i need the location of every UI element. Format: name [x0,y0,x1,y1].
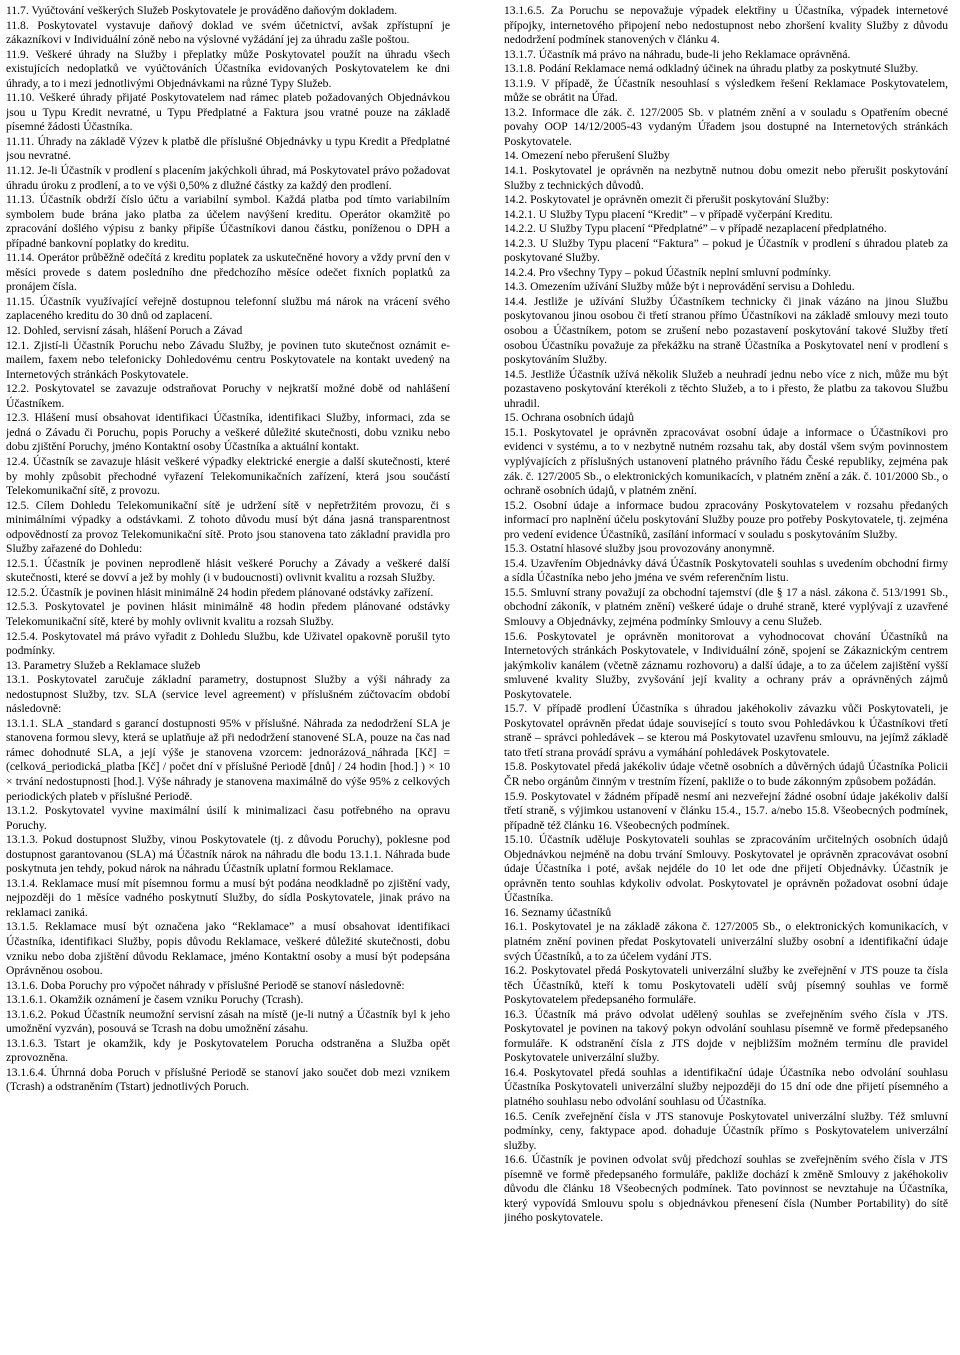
right-column-paragraph: 15.3. Ostatní hlasové služby jsou provozovány anonymně. [504,542,775,556]
right-column-paragraph: 15.2. Osobní údaje a informace budou zpracovány Poskytovatelem v rozsahu předaných informací pro naplnění účelu poskytování Služby pouze pro potřeby Poskytovatele, tj. zejména pro vedení evidence Účastníků, zasílání informací v souladu s poskytováním Služby. [504,498,948,541]
left-column-paragraph: 12.3. Hlášení musí obsahovat identifikaci Účastníka, identifikaci Služby, informaci, zda se jedná o Závadu či Poruchu, popis Poruchy a veškeré důležité skutečnosti, dobu vzniku nebo dobu zjištění Poruchy, jméno Kontaktní osoby Účastníka a aktuální kontakt. [6,411,450,454]
right-column-paragraph: 13.2. Informace dle zák. č. 127/2005 Sb. v platném znění a v souladu s Opatřením obecné povahy OOP 14/12/2005-43 vydaným Úřadem jsou dostupné na Internetových stránkách Poskytovatele. [504,105,948,148]
left-column-paragraph: 13.1.6. Doba Poruchy pro výpočet náhrady v příslušné Periodě se stanoví následovně: [6,978,405,992]
right-column-paragraph: 14.3. Omezením užívání Služby může být i neprovádění servisu a Dohledu. [504,280,855,294]
right-column-paragraph: 15.10. Účastník uděluje Poskytovateli souhlas se zpracováním určitelných osobních údajů Objednávkou nejméně na dobu trvání Smlouvy. Poskytovatel je oprávněn zpracovávat osobní údaje Účastníka i poté, avšak nejdéle do 10 let ode dne přijetí Objednávky. Účastník je oprávněn tento souhlas kdykoliv odvolat. Poskytovatel je oprávněn požadovat osobní údaje Účastníka. [504,833,948,905]
right-column-paragraph: 16.2. Poskytovatel předá Poskytovateli univerzální služby ke zveřejnění v JTS pouze ta čísla těch Účastníků, kteří k tomu Poskytovateli udělí svůj písemný souhlas ve formě Poskytovatelem předepsaného formuláře. [504,964,948,1007]
left-column-paragraph: 12.5.2. Účastník je povinen hlásit minimálně 24 hodin předem plánované odstávky zařízení. [6,585,434,599]
left-column-paragraph: 13.1.5. Reklamace musí být označena jako “Reklamace” a musí obsahovat identifikaci Účastníka, identifikaci Služby, popis důvodu Reklamace, veškeré důležité skutečnosti, dobu vzniku nebo doba zjištění důvodu Reklamace, jméno Kontaktní osoby a musí být podepsána Oprávněnou osobou. [6,920,450,978]
right-column-paragraph: 14.4. Jestliže je užívání Služby Účastníkem technicky či jinak vázáno na jinou Službu poskytovanou jinou osobou či třetí stranou přímo Účastníkovi na základě smlouvy mezi touto osobou a Účastníkem, potom se zrušení nebo pozastavení poskytování takové Služby třetí osobou Účastníku považuje za překážku na straně Účastníka a Poskytovatel není v prodlení s poskytováním Služby. [504,294,948,367]
right-column-paragraph: 16.1. Poskytovatel je na základě zákona č. 127/2005 Sb., o elektronických komunikacích, v platném znění povinen předat Poskytovateli univerzální služby osobní a identifikační údaje svých Účastníků, a to za účelem vydání JTS. [504,920,948,963]
right-column-paragraph: 14.2.2. U Služby Typu placení “Předplatné” – v případě nezaplacení předplatného. [504,222,887,236]
left-column-paragraph: 13.1.6.1. Okamžik oznámení je časem vzniku Poruchy (Tcrash). [6,993,304,1007]
right-column-paragraph: 16.5. Ceník zveřejnění čísla v JTS stanovuje Poskytovatel univerzální služby. Též smluvní podmínky, ceny, faktурace apod. dohaduje Účastník přímo s Poskytovatelem univerzální služby. [504,1109,948,1152]
left-column-paragraph: 13.1.6.2. Pokud Účastník neumožní servisní zásah na místě (je-li nutný a Účastník byl k jeho umožnění vyzván), posouvá se Tcrash na dobu umožnění zásahu. [6,1007,450,1036]
left-column-paragraph: 13.1.6.3. Tstart je okamžik, kdy je Poskytovatelem Porucha odstraněna a Služba opět zprovozněna. [6,1036,450,1065]
right-column-paragraph: 15.7. V případě prodlení Účastníka s úhradou jakéhokoliv závazku vůči Poskytovateli, je Poskytovatel oprávněn předat údaje související s touto svou Pohledávkou k Účastníkovi třetí straně – správci pohledávek – se kterou má Poskytovatel uzavřenu smlouvu, na jejímž základě tato třetí strana provádí správu a vymáhání pohledávek Poskytovatele. [504,702,948,759]
left-column-paragraph: 12.5.1. Účastník je povinen neprodleně hlásit veškeré Poruchy a Závady a veškeré další skutečnosti, které se dovví a jež by mohly (i v budoucnosti) ovlivnit kvalitu a rozsah Služby. [6,556,450,585]
right-column-paragraph: 14.2.1. U Služby Typu placení “Kredit” – v případě vyčerpání Kreditu. [504,207,833,221]
left-column-paragraph: 13.1.4. Reklamace musí mít písemnou formu a musí být podána neodkladně po zjištění vady, nejpozději do 1 měsíce vadného poskytnutí Služby, do sídla Poskytovatele, jinak právo na reklamaci zaniká. [6,876,450,919]
right-column [504,4,948,1355]
left-column-paragraph: 13. Parametry Služeb a Reklamace služeb [6,658,201,672]
left-column-paragraph: 11.15. Účastník využívající veřejně dostupnou telefonní službu má nárok na vrácení svého zaplaceného kreditu do 30 dnů od zaplacení. [6,294,450,323]
left-column-paragraph: 12.5. Cílem Dohledu Telekomunikační sítě je udržení sítě v nepřetržitém provozu, či s minimálními výpadky a odstávkami. Z tohoto důvodu musí být dána jasná transparentnost odpovědností za provoz Telekomunikační sítě. Proto jsou stanovena tato základní pravidla pro Služby zařazené do Dohledu: [6,498,450,556]
right-column-paragraph: 15.5. Smluvní strany považují za obchodní tajemství (dle § 17 a násl. zákona č. 513/1991 Sb., obchodní zákoník, v platném znění) veškeré údaje o druhé straně, které vyplývají z uzavřené Smlouvy a Objednávky, zejména podmínky Smlouvy a cenu Služeb. [504,585,948,628]
left-column-paragraph: 11.7. Vyúčtování veškerých Služeb Poskytovatele je prováděno daňovým dokladem. [6,4,398,17]
left-column-paragraph: 13.1.2. Poskytovatel vyvine maximální úsilí k minimalizaci času potřebného na opravu Poruchy. [6,804,450,832]
left-column-paragraph: 11.11. Úhrady na základě Výzev k platbě dle příslušné Objednávky u typu Kredit a Předplatné jsou nevratné. [6,134,450,163]
right-column-paragraph: 13.1.8. Podání Reklamace nemá odkladný účinek na úhradu platby za poskytnuté Služby. [504,62,919,76]
right-column-paragraph: 16.4. Poskytovatel předá souhlas a identifikační údaje Účastníka nebo odvolání souhlasu Účastníka Poskytovateli univerzální služby nejpozději do 15 dní ode dne přijetí písemného a platného souhlasu nebo odvolání souhlasu od Účastníka. [504,1065,948,1109]
left-column-paragraph: 12. Dohled, servisní zásah, hlášení Poruch a Závad [6,324,243,338]
left-column-paragraph: 11.12. Je-li Účastník v prodlení s placením jakýchkoli úhrad, má Poskytovatel právo požadovat úhradu úroku z prodlení, a to ve výši 0,50% z dlužné částky za každý den prodlení. [6,164,450,192]
right-column-paragraph: 15.4. Uzavřením Objednávky dává Účastník Poskytovateli souhlas s uvedením obchodní firmy a sídla Účastníka nebo jeho jména ve svém referenčním listu. [504,556,948,585]
left-column-paragraph: 13.1.3. Pokud dostupnost Služby, vinou Poskytovatele (tj. z důvodu Poruchy), poklesne pod dostupnost garantovanou (SLA) má Účastník nárok na náhradu dle bodu 13.1.1. Náhrada bude poskytnuta jen tehdy, pokud nárok na náhradu Účastník uplatní formou Reklamace. [6,833,450,876]
right-column-paragraph: 16.6. Účastník je povinen odvolat svůj předchozí souhlas se zveřejněním svého čísla v JTS písemně ve formě předepsaného formuláře, pakliže dochází k změně Smlouvy z jakéhokoliv důvodu dle článku 18 Všeobecných podmínek. Tato povinnost se nevztahuje na Účastníka, který vypovídá Smlouvu spolu s objednávkou přenesení čísla (Number Portability) do sítě jiného poskytovatele. [504,1153,948,1225]
left-column-paragraph: 11.13. Účastník obdrží číslo účtu a variabilní symbol. Každá platba pod tímto variabilním symbolem bude brána jako platba za účelem navýšení kreditu. Operátor okamžitě po zpracování došlého výpisu z banky připíše Účastníkovi danou částku, poníženou o DPH a případné bankovní poplatky do kreditu. [6,193,450,250]
right-column-paragraph: 16.3. Účastník má právo odvolat udělený souhlas se zveřejněním svého čísla v JTS. Poskytovatel je povinen na takový pokyn odvolání souhlasu písemně ve formě předepsaného formuláře. K odstranění čísla z JTS dojde v nejbližším možném termínu dle pravidel Poskytovatele univerzální služby. [504,1007,948,1065]
left-column-paragraph: 11.9. Veškeré úhrady na Služby i přeplatky může Poskytovatel použít na úhradu všech existujících nedoplatků ve vyúčtováních Účastníka evidovaných Poskytovatelem ke dni úhrady, a to i mezi jednotlivými Objednávkami na různé Typy Služeb. [6,47,450,90]
right-column-paragraph: 14.2. Poskytovatel je oprávněn omezit či přerušit poskytování Služby: [504,193,830,207]
left-column-paragraph: 13.1. Poskytovatel zaručuje základní parametry, dostupnost Služby a výši náhrady za nedostupnost Služby, tzv. SLA (service level agreement) v příslušném zúčtovacím období následovně: [6,673,450,716]
right-column-paragraph: 14.1. Poskytovatel je oprávněn na nezbytně nutnou dobu omezit nebo přerušit poskytování Služby z technických důvodů. [504,164,948,192]
right-column-paragraph: 13.1.6.5. Za Poruchu se nepovažuje výpadek elektřiny u Účastníka, výpadek internetové přípojky, internetového připojení nebo nedostupnost nebo zhoršení kvality Služby z důvodu nedodržení podmínek stanovených v článku 4. [504,4,948,47]
left-column-paragraph: 12.5.3. Poskytovatel je povinen hlásit minimálně 48 hodin předem plánované odstávky Telekomunikační sítě, které by mohly ovlivnit kvalitu a rozsah Služby. [6,600,450,628]
left-column-paragraph: 11.8. Poskytovatel vystavuje daňový doklad ve svém účetnictví, avšak zpřístupní je zákazníkovi v Individuální zóně nebo na výslovné vyžádání jej za úhradu zašle poštou. [6,18,450,47]
left-column-paragraph: 11.10. Veškeré úhrady přijaté Poskytovatelem nad rámec plateb požadovaných Objednávkou jsou u Typu Kredit nevratné, u Typu Předplatné a Faktura jsou vratné pouze na základě písemné žádosti Účastníka. [6,91,450,134]
left-column-paragraph: 13.1.6.4. Úhrnná doba Poruch v příslušné Periodě se stanoví jako součet dob mezi vznikem (Tcrash) a odstraněním (Tstart) jednotlivých Poruch. [6,1065,450,1094]
left-column-paragraph: 12.1. Zjistí-li Účastník Poruchu nebo Závadu Služby, je povinen tuto skutečnost oznámit e-mailem, faxem nebo telefonicky Dohledovému centru Poskytovatele na kontakt uvedený na Internetových stránkách Poskytovatele. [6,338,450,381]
right-column-paragraph: 13.1.7. Účastník má právo na náhradu, bude-li jeho Reklamace oprávněná. [504,47,851,61]
right-column-paragraph: 15.1. Poskytovatel je oprávněn zpracovávat osobní údaje a informace o Účastníkovi pro evidenci v systému, a to v nezbytně nutném rozsahu tak, aby dostál všem svým povinnostem vyplývajících z příslušných ustanovení platného právního řádu České republiky, zejména pak zák. č. 127/2005 Sb., o elektronických komunikacích, v platném znění a zák. č. 101/2000 Sb., o ochraně osobních údajů, v platném znění. [504,425,948,498]
right-column-paragraph: 14. Omezení nebo přerušení Služby [504,149,670,163]
left-column-paragraph: 11.14. Operátor průběžně odečítá z kreditu poplatek za uskutečněné hovory a vždy první den v měsíci provede s datem posledního dne předchozího měsíce odečet fixních poplatků za pronájem čísla. [6,251,450,294]
left-column-paragraph: 12.4. Účastník se zavazuje hlásit veškeré výpadky elektrické energie a další skutečnosti, které by mohly způsobit přechodné vyřazení Telekomunikačních zařízení, která jsou součástí Telekomunikační sítě, z provozu. [6,454,450,498]
right-column-paragraph: 14.2.4. Pro všechny Typy – pokud Účastník neplní smluvní podmínky. [504,265,832,279]
right-column-paragraph: 16. Seznamy účastníků [504,905,612,919]
right-column-paragraph: 15.9. Poskytovatel v žádném případě nesmí ani nezveřejní žádné osobní údaje jakékoliv další třetí straně, s výjimkou ustanovení v článku 15.4., 15.7. a/nebo 15.8. Všeobecných podmínek, případně též článku 16. Všeobecných podmínek. [504,789,948,832]
left-column [6,4,450,1355]
left-column-paragraph: 12.2. Poskytovatel se zavazuje odstraňovat Poruchy v nejkratší možné době od nahlášení Účastníkem. [6,382,450,410]
right-column-paragraph: 14.2.3. U Služby Typu placení “Faktura” – pokud je Účastník v prodlení s úhradou plateb za poskytované Služby. [504,236,948,265]
right-column-paragraph: 15.8. Poskytovatel předá jakékoliv údaje včetně osobních a důvěrných údajů Účastníka Policii ČR nebo orgánům činným v trestním řízení, pakliže o to bude zákonným způsobem požádán. [504,760,948,788]
right-column-paragraph: 15. Ochrana osobních údajů [504,411,635,425]
right-column-paragraph: 15.6. Poskytovatel je oprávněn monitorovat a vyhodnocovat chování Účastníků na Internetových stránkách Poskytovatele, v Individuální zóně, spojení se Zákaznickým centrem jakýmkoliv kanálem (včetně záznamu rozhovoru) a další údaje, a to za účelem zajištění vyšší smluvené kvality Služby, zvyšování její kvality a ochrany práv a oprávněných zájmů Poskytovatele. [504,629,948,701]
left-column-paragraph: 13.1.1. SLA _standard s garancí dostupnosti 95% v příslušné. Náhrada za nedodržení SLA je stanovena formou slevy, která se uplatňuje až při nedodržení stanovené SLA, pouze na čas nad rámec dohodnuté SLA, a její výše je stanovena vzorcem: jednorázová_náhrada [Kč] = (celková_periodická_platba [Kč] / počet dní v příslušné Periodě [dnů] / 24 hodin [hod.] ) × 10 × trvání nedostupnosti [hod.]. Výše náhrady je stanovena maximálně do výše 95% z celkových periodických plateb v příslušné Periodě. [6,716,450,803]
left-column-paragraph: 12.5.4. Poskytovatel má právo vyřadit z Dohledu Službu, kde Uživatel opakovně porušil tyto podmínky. [6,629,450,658]
right-column-paragraph: 14.5. Jestliže Účastník užívá několik Služeb a neuhradí jednu nebo více z nich, může mu být pozastaveno poskytování kterékoli z těchto Služeb, a to i přesto, že platbu za takovou Službu uhradil. [504,367,948,410]
right-column-paragraph: 13.1.9. V případě, že Účastník nesouhlasí s výsledkem řešení Reklamace Poskytovatelem, může se obrátit na Úřad. [504,76,948,105]
